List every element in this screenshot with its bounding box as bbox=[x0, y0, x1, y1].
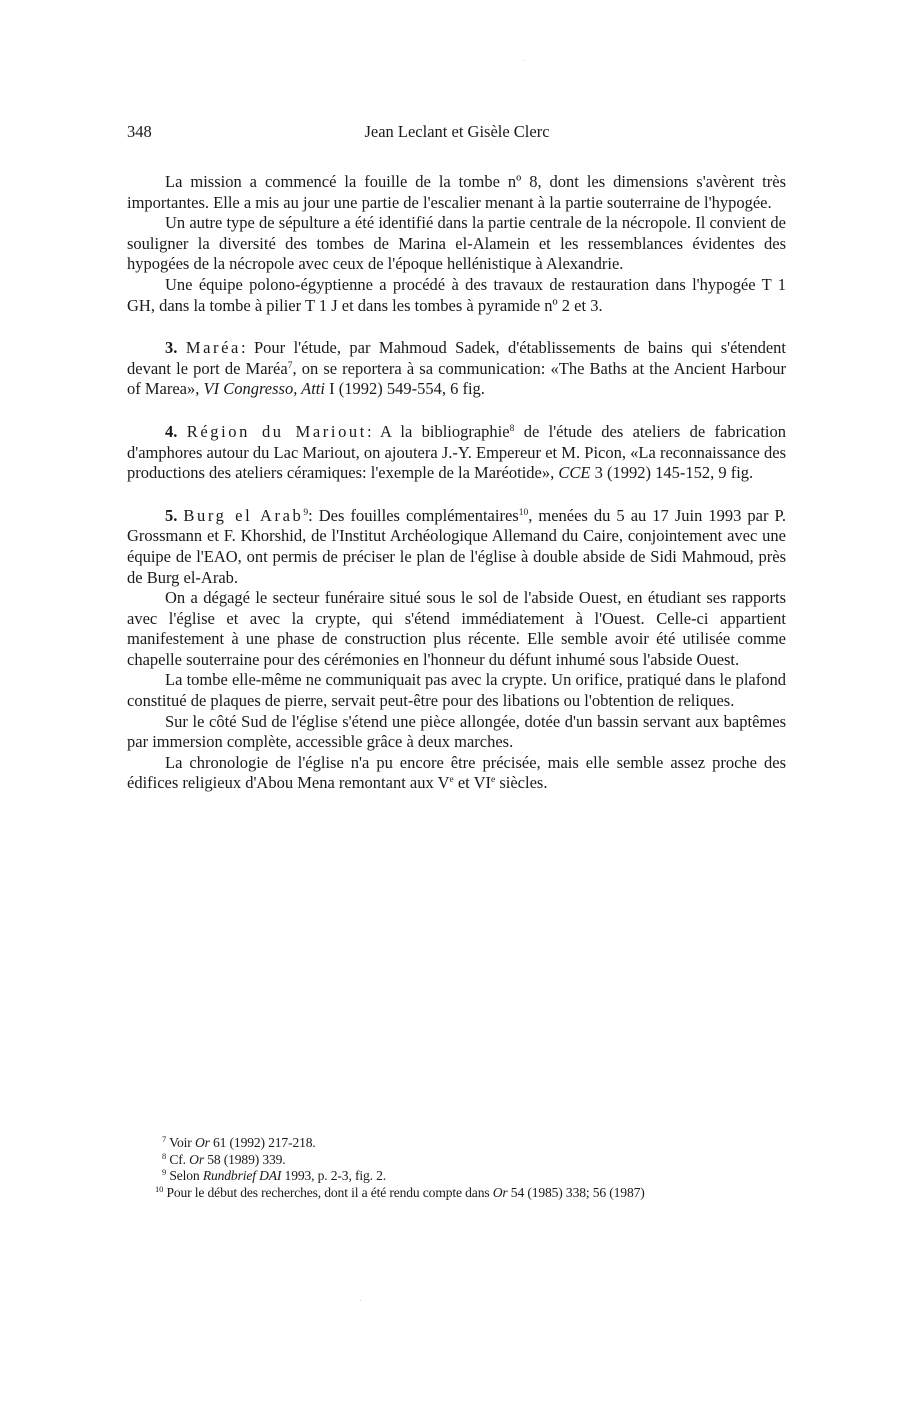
paragraph: Un autre type de sépulture a été identifié dans la partie centrale de la nécropole. Il convient de souligner la diversité des tombes de Marina el-Alamein et les ressemblances évidentes des hypogées de la nécropole avec ceux de l'époque hellénistique à Alexandrie. bbox=[127, 213, 786, 274]
footnote-ref: 7 bbox=[287, 360, 293, 371]
footnote-ref: 8 bbox=[509, 423, 515, 434]
footnote-ref: 9 bbox=[303, 507, 309, 518]
footnote: $^7$ Voir Or 61 (1992) 217-218. bbox=[162, 1134, 316, 1150]
paragraph: On a dégagé le secteur funéraire situé sous le sol de l'abside Ouest, en étudiant ses rapports avec l'église et avec la crypte, qui s'étend immédiatement à l'Ouest. Celle-ci appartient manifestement à une phase de construction plus récente. Elle semble avoir été utilisée comme chapelle souterraine pour des cérémonies en l'honneur du défunt inhumé sous l'abside Ouest. bbox=[127, 588, 786, 669]
footnote: $^{10}$ Pour le début des recherches, dont il a été rendu compte dans Or 54 (1985) 338; 56 (1987) bbox=[155, 1183, 645, 1200]
section-4-mariout: 4. Région du Mariout: A la bibliographie$^8$ de l'étude des ateliers de fabrication d'amphores autour du Lac Mariout, on ajoutera J.-Y. Empereur et M. Picon, «La reconnaissance des productions des ateliers céramiques: l'exemple de la Maréotide», CCE 3 (1992) 145-152, 9 fig. bbox=[127, 421, 786, 483]
paragraph: Sur le côté Sud de l'église s'étend une pièce allongée, dotée d'un bassin servant aux baptêmes par immersion complète, accessible grâce à deux marches. bbox=[127, 711, 786, 752]
scan-speck bbox=[524, 60, 525, 61]
paragraph: La mission a commencé la fouille de la tombe nº 8, dont les dimensions s'avèrent très importantes. Elle a mis au jour une partie de l'escalier menant à la partie souterraine de l'hypogée. bbox=[127, 172, 786, 212]
section-number: 3. bbox=[165, 338, 178, 358]
section-title: Maréa bbox=[185, 338, 241, 358]
footnote-ref: 10 bbox=[518, 507, 529, 518]
scan-speck bbox=[360, 1300, 361, 1301]
main-text bbox=[127, 172, 786, 794]
footnote: $^9$ Selon Rundbrief DAI 1993, p. 2-3, fig. 2. bbox=[162, 1167, 386, 1184]
section-5-burg-el-arab: 5. Burg el Arab$^9$: Des fouilles complémentaires$^{10}$, menées du 5 au 17 Juin 1993 par P. Grossmann et F. Khorshid, de l'Institut Archéologique Allemand du Caire, conjointement avec une équipe de l'EAO, ont permis de préciser le plan de l'église à double abside de Sidi Mahmoud, près de Burg el-Arab. bbox=[127, 505, 787, 587]
section-3-marea: 3. Maréa: Pour l'étude, par Mahmoud Sadek, d'établissements de bains qui s'étendent devant le port de Maréa$^7$, on se reportera à sa communication: «The Baths at the Ancient Harbour of Marea», VI Congresso, Atti I (1992) 549-554, 6 fig. bbox=[127, 338, 786, 399]
paragraph: La tombe elle-même ne communiquait pas avec la crypte. Un orifice, pratiqué dans le plafond constitué de plaques de pierre, servait peut-être pour des libations ou l'obtention de reliques. bbox=[127, 670, 786, 711]
section-number: 4. bbox=[165, 421, 178, 441]
page-number: 348 bbox=[127, 122, 152, 141]
paragraph: La chronologie de l'église n'a pu encore être précisée, mais elle semble assez proche des édifices religieux d'Abou Mena remontant aux Ve et VIe siècles. bbox=[127, 752, 786, 793]
header-authors: Jean Leclant et Gisèle Clerc bbox=[364, 122, 550, 141]
section-title: Burg el Arab bbox=[183, 505, 304, 525]
running-header bbox=[127, 122, 787, 146]
footnote: $^8$ Cf. Or 58 (1989) 339. bbox=[162, 1150, 286, 1167]
journal-title: VI Congresso, Atti bbox=[203, 379, 325, 399]
footnotes bbox=[155, 1134, 802, 1201]
paragraph: Une équipe polono-égyptienne a procédé à des travaux de restauration dans l'hypogée T 1 GH, dans la tombe à pilier T 1 J et dans les tombes à pyramide nº 2 et 3. bbox=[127, 274, 786, 315]
journal-title: CCE bbox=[558, 463, 591, 483]
section-number: 5. bbox=[165, 505, 178, 525]
section-title: Région du Mariout bbox=[186, 421, 367, 441]
